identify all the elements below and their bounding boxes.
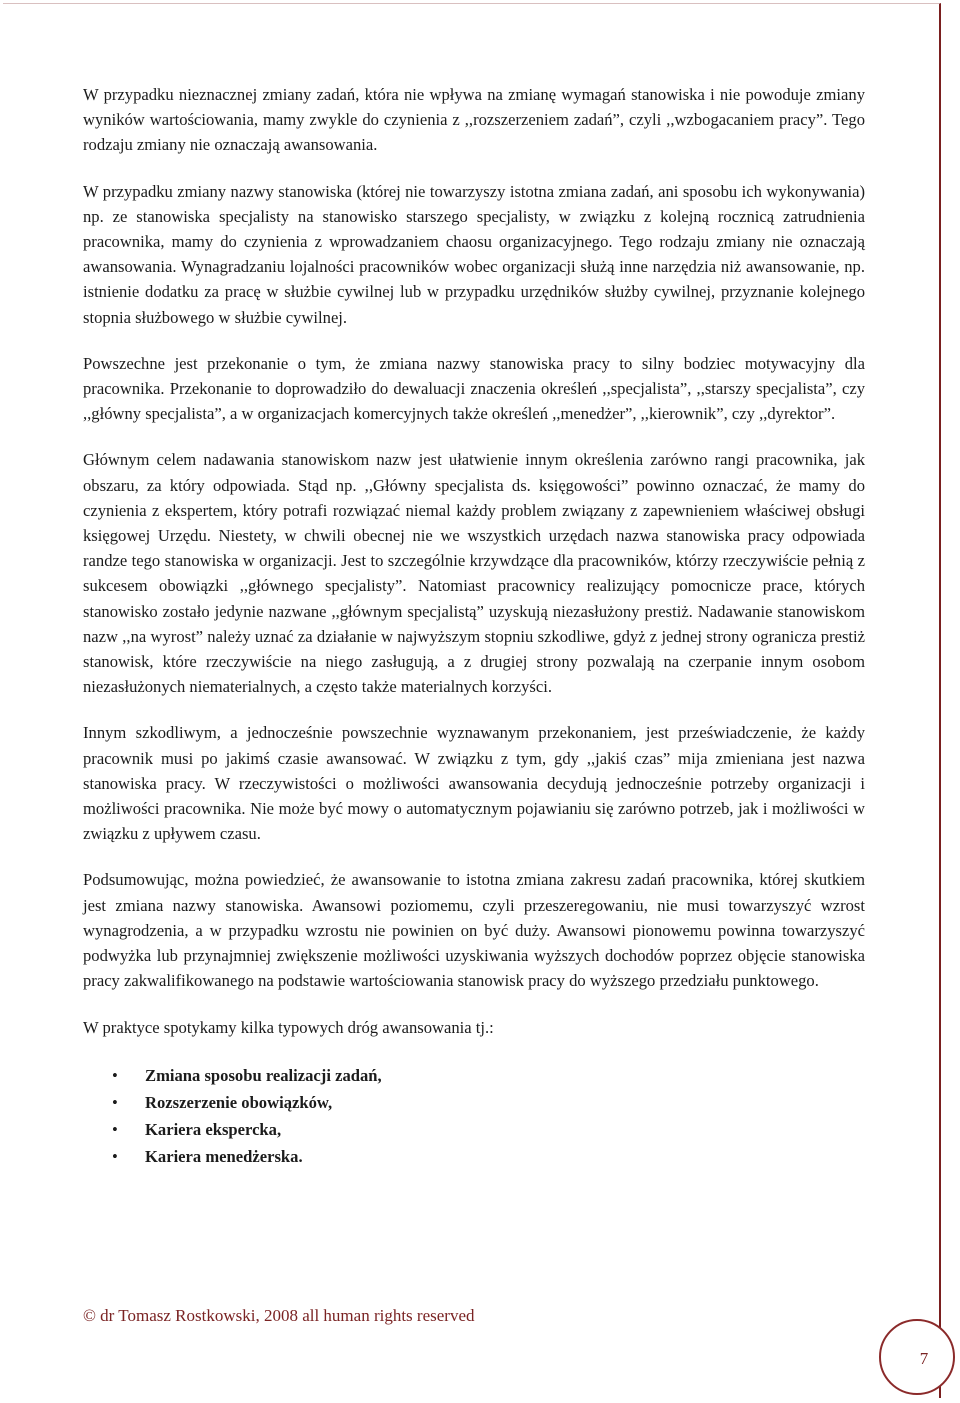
paragraph-6: Podsumowując, można powiedzieć, że awansowanie to istotna zmiana zakresu zadań pracownika, której skutkiem jest zmiana nazwy stanowiska. Awansowi poziomemu, czyli przeszeregowaniu, nie musi towarzyszyć wzrost wynagrodzenia, a w przypadku wzrostu nie powinien on być duży. Awansowi pionowemu powinna towarzyszyć podwyżka lub przynajmniej zwiększenie możliwości uzyskiwania wyższych dochodów poprzez objęcie stanowiska pracy zakwalifikowanego na podstawie wartościowania stanowisk pracy do wyższego przedziału punktowego. <box>83 870 865 991</box>
bullet-icon: • <box>112 1146 118 1166</box>
paragraph-2: W przypadku zmiany nazwy stanowiska (której nie towarzyszy istotna zmiana zadań, ani sposobu ich wykonywania) np. ze stanowiska specjalisty na stanowisko starszego specjalisty, w związku z kolejną rocznicą zatrudnienia pracownika, mamy do czynienia z wprowadzaniem chaosu organizacyjnego. Tego rodzaju zmiany nie oznaczają awansowania. Wynagradzaniu lojalności pracowników wobec organizacji służą inne narzędzia niż awansowanie, np. istnienie dodatku za pracę w służbie cywilnej lub w przypadku urzędników służby cywilnej, przyznanie kolejnego stopnia służbowego w służbie cywilnej. <box>83 181 865 327</box>
list-item <box>112 1089 865 1116</box>
copyright-footer: © dr Tomasz Rostkowski, 2008 all human rights reserved <box>83 1306 475 1325</box>
paragraph-4: Głównym celem nadawania stanowiskom nazw jest ułatwienie innym określenia zarówno rangi pracownika, jak obszaru, za który odpowiada. Stąd np. ,,Główny specjalista ds. księgowości” powinno oznaczać, że mamy do czynienia z ekspertem, który potrafi rozwiązać niemal każdy problem związany z zapewnieniem właściwej obsługi księgowej Urzędu. Niestety, w chwili obecnej nie we wszystkich urzędach nazwa stanowiska pracy odpowiada randze tego stanowiska w organizacji. Jest to szczególnie krzywdzące dla pracowników, którzy rzeczywiście pełnią z sukcesem obowiązki ,,głównego specjalisty”. Natomiast pracownicy realizujący pomocnicze prace, których stanowisko zostało jedynie nazwane ,,głównym specjalistą” uzyskują niezasłużony prestiż. Nadawanie stanowiskom nazw ,,na wyrost” należy uznać za działanie w najwyższym stopniu szkodliwe, gdyż z jednej strony ogranicza prestiż stanowisk, które rzeczywiście na niego zasługują, a z drugiej strony pozwalają na czerpanie innym osobom niezasłużonych niematerialnych, a często także materialnych korzyści. <box>83 450 865 697</box>
paragraph-1: W przypadku nieznacznej zmiany zadań, która nie wpływa na zmianę wymagań stanowiska i nie powoduje zmiany wyników wartościowania, mamy zwykle do czynienia z ,,rozszerzeniem zadań”, czyli ,,wzbogacaniem pracy”. Tego rodzaju zmiany nie oznaczają awansowania. <box>83 85 865 155</box>
page-number: 7 <box>919 1349 929 1368</box>
paragraph-5: Innym szkodliwym, a jednocześnie powszechnie wyznawanym przekonaniem, jest przeświadczenie, że każdy pracownik musi po jakimś czasie awansować. W związku z tym, gdy ,,jakiś czas” mija zmieniana jest nazwa stanowiska pracy. W rzeczywistości o możliwości awansowania decydują jednocześnie potrzeby organizacji i możliwości pracownika. Nie może być mowy o automatycznym pojawianiu się zarówno potrzeb, jak i możliwości w związku z upływem czasu. <box>83 723 865 844</box>
promotion-paths-list <box>83 1062 865 1170</box>
list-item-text: Rozszerzenie obowiązków, <box>145 1092 333 1112</box>
list-item-text: Zmiana sposobu realizacji zadań, <box>145 1065 382 1085</box>
page-number-badge <box>879 1319 955 1395</box>
list-item <box>112 1116 865 1143</box>
bullet-icon: • <box>112 1065 118 1085</box>
bullet-icon: • <box>112 1092 118 1112</box>
list-item-text: Kariera ekspercka, <box>145 1119 282 1139</box>
list-item <box>112 1062 865 1089</box>
document-body <box>83 82 865 1170</box>
list-item-text: Kariera menedżerska. <box>145 1146 303 1166</box>
paragraph-7: W praktyce spotykamy kilka typowych dróg awansowania tj.: <box>83 1017 494 1037</box>
bullet-icon: • <box>112 1119 118 1139</box>
paragraph-3: Powszechne jest przekonanie o tym, że zmiana nazwy stanowiska pracy to silny bodziec motywacyjny dla pracownika. Przekonanie to doprowadziło do dewaluacji znaczenia określeń ,,specjalista”, ,,starszy specjalista”, czy ,,główny specjalista”, a w organizacjach komercyjnych także określeń ,,menedżer”, ,,kierownik”, czy ,,dyrektor”. <box>83 353 865 424</box>
list-item <box>112 1143 865 1170</box>
